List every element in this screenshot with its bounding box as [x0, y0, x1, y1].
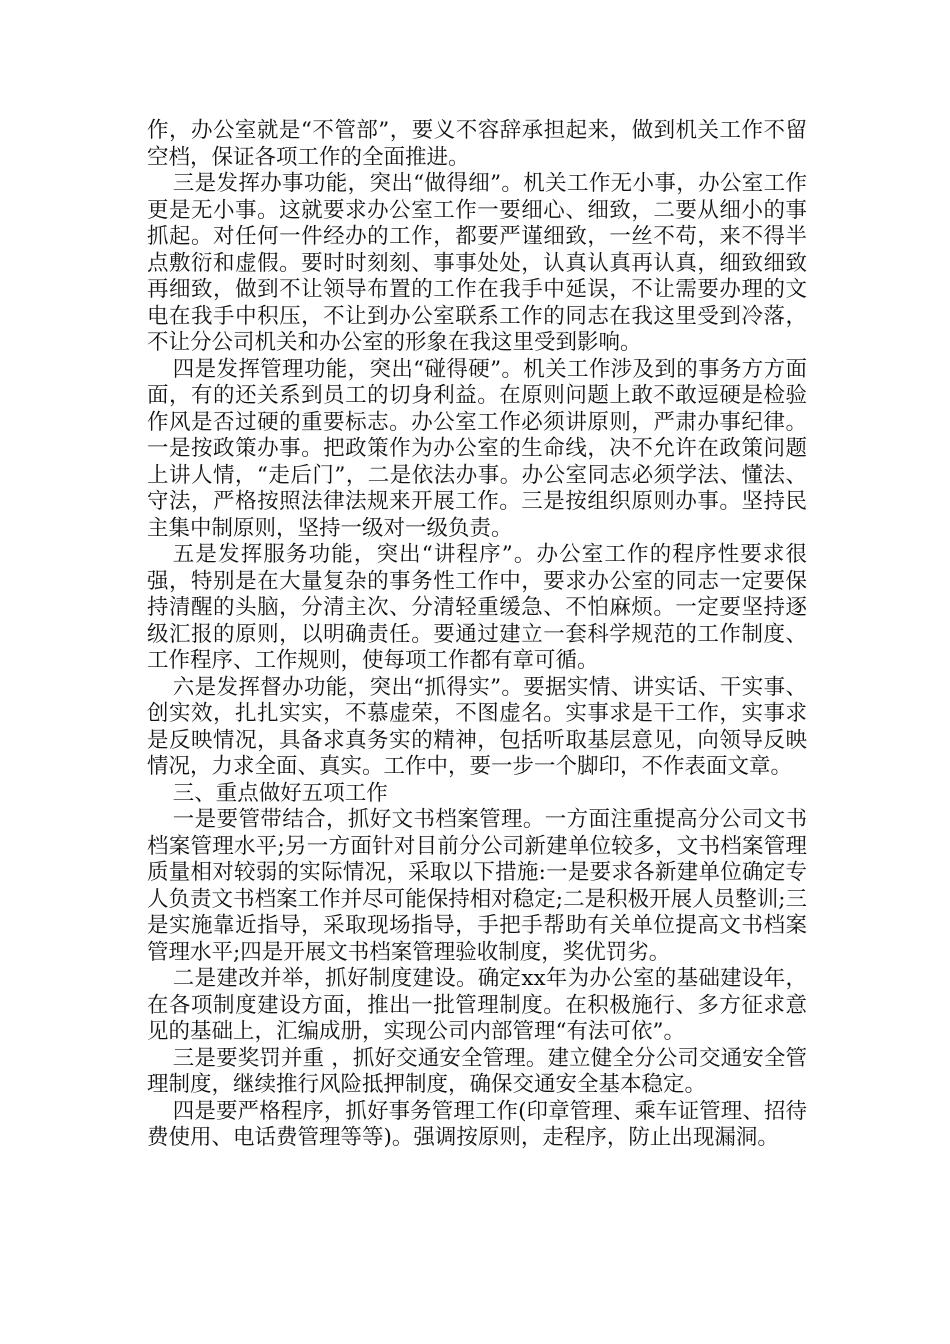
paragraph-handling-function: 三是发挥办事功能，突出“做得细”。机关工作无小事，办公室工作更是无小事。这就要求办公室工作一要细心、细致，二要从细小的事抓起。对任何一件经办的工作，都要严谨细致，一丝不苟，来不得半点敷衍和虚假。要时时刻刻、事事处处，认真认真再认真，细致细致再细致，做到不让领导布置的工作在我手中延误，不让需要办理的文电在我手中积压，不让到办公室联系工作的同志在我这里受到冷落，不让分公司机关和办公室的形象在我这里受到影响。 [147, 171, 807, 355]
paragraph-system-building: 二是建改并举，抓好制度建设。确定xx年为办公室的基础建设年，在各项制度建设方面，推出一批管理制度。在积极施行、多方征求意见的基础上，汇编成册，实现公司内部管理“有法可依”。 [147, 966, 807, 1044]
paragraph-supervision-function: 六是发挥督办功能，突出“抓得实”。要据实情、讲实话、干实事、创实效，扎扎实实，不慕虚荣，不图虚名。实事求是干工作，实事求是反映情况，具备求真务实的精神，包括听取基层意见，向领导反映情况，力求全面、真实。工作中，要一步一个脚印，不作表面文章。 [147, 674, 807, 779]
paragraph-archive-management: 一是要管带结合，抓好文书档案管理。一方面注重提高分公司文书档案管理水平;另一方面针对目前分公司新建单位较多，文书档案管理质量相对较弱的实际情况，采取以下措施:一是要求各新建单位确定专人负责文书档案工作并尽可能保持相对稳定;二是积极开展人员整训;三是实施靠近指导，采取现场指导，手把手帮助有关单位提高文书档案管理水平;四是开展文书档案管理验收制度，奖优罚劣。 [147, 807, 807, 965]
paragraph-continuation: 作，办公室就是“不管部”，要义不容辞承担起来，做到机关工作不留空档，保证各项工作的全面推进。 [147, 118, 807, 170]
paragraph-affairs-management: 四是要严格程序，抓好事务管理工作(印章管理、乘车证管理、招待费使用、电话费管理等等)。强调按原则，走程序，防止出现漏洞。 [147, 1098, 807, 1150]
section-heading: 三、重点做好五项工作 [172, 780, 388, 806]
document-body [147, 118, 807, 1152]
paragraph-service-function: 五是发挥服务功能，突出“讲程序”。办公室工作的程序性要求很强，特别是在大量复杂的事务性工作中，要求办公室的同志一定要保持清醒的头脑，分清主次、分清轻重缓急、不怕麻烦。一定要坚持逐级汇报的原则，以明确责任。要通过建立一套科学规范的工作制度、工作程序、工作规则，使每项工作都有章可循。 [147, 542, 807, 673]
paragraph-traffic-safety: 三是要奖罚并重 ，抓好交通安全管理。建立健全分公司交通安全管理制度，继续推行风险抵押制度，确保交通安全基本稳定。 [147, 1045, 807, 1097]
paragraph-management-function: 四是发挥管理功能，突出“碰得硬”。机关工作涉及到的事务方方面面，有的还关系到员工的切身利益。在原则问题上敢不敢逗硬是检验作风是否过硬的重要标志。办公室工作必须讲原则，严肃办事纪律。一是按政策办事。把政策作为办公室的生命线，决不允许在政策问题上讲人情，“走后门”，二是依法办事。办公室同志必须学法、懂法、守法，严格按照法律法规来开展工作。三是按组织原则办事。坚持民主集中制原则，坚持一级对一级负责。 [147, 356, 807, 541]
